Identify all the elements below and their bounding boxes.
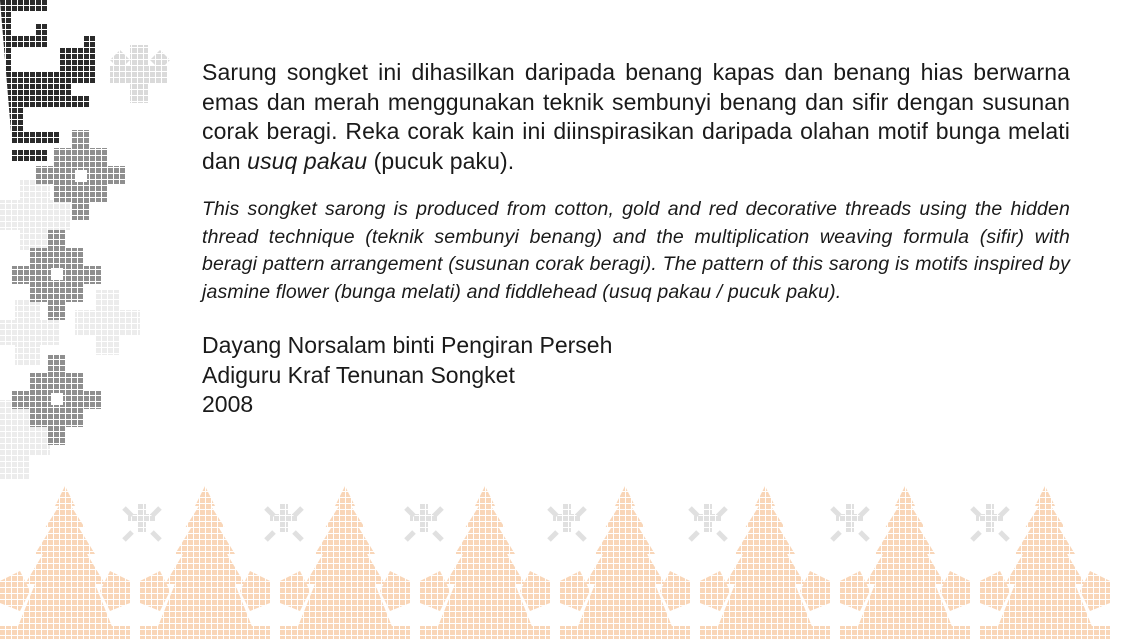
credit-year: 2008	[202, 391, 254, 417]
artisan-name: Dayang Norsalam binti Pengiran Perseh	[202, 332, 613, 358]
artisan-credits	[202, 331, 1070, 420]
left-songket-motif	[0, 0, 190, 500]
grey-star-row	[124, 504, 1008, 540]
malay-italic-term: usuq pakau	[247, 147, 368, 174]
malay-text-part1: Sarung songket ini dihasilkan daripada benang kapas dan benang hias berwarna emas dan merah menggunakan teknik sembunyi benang dan sifir dengan susunan corak beragi. Reka corak kain ini diinspirasikan daripada olahan motif bunga melati dan	[202, 59, 1070, 174]
malay-text-part2: (pucuk paku).	[367, 147, 515, 174]
light-floret-lower	[0, 180, 140, 480]
artisan-title: Adiguru Kraf Tenunan Songket	[202, 361, 515, 388]
bottom-songket-border	[0, 486, 1131, 639]
description-panel	[202, 58, 1070, 420]
light-floret-top	[110, 45, 170, 103]
malay-description	[202, 58, 1070, 176]
english-description: This songket sarong is produced from cotton, gold and red decorative threads using the hidden thread technique (teknik sembunyi benang) and the multiplication weaving formula (sifir) with beragi pattern arrangement (susunan corak beragi). The pattern of this sarong is motifs inspired by jasmine flower (bunga melati) and fiddlehead (usuq pakau / pucuk paku).	[202, 198, 1070, 303]
peach-shoot-row	[0, 486, 1110, 639]
